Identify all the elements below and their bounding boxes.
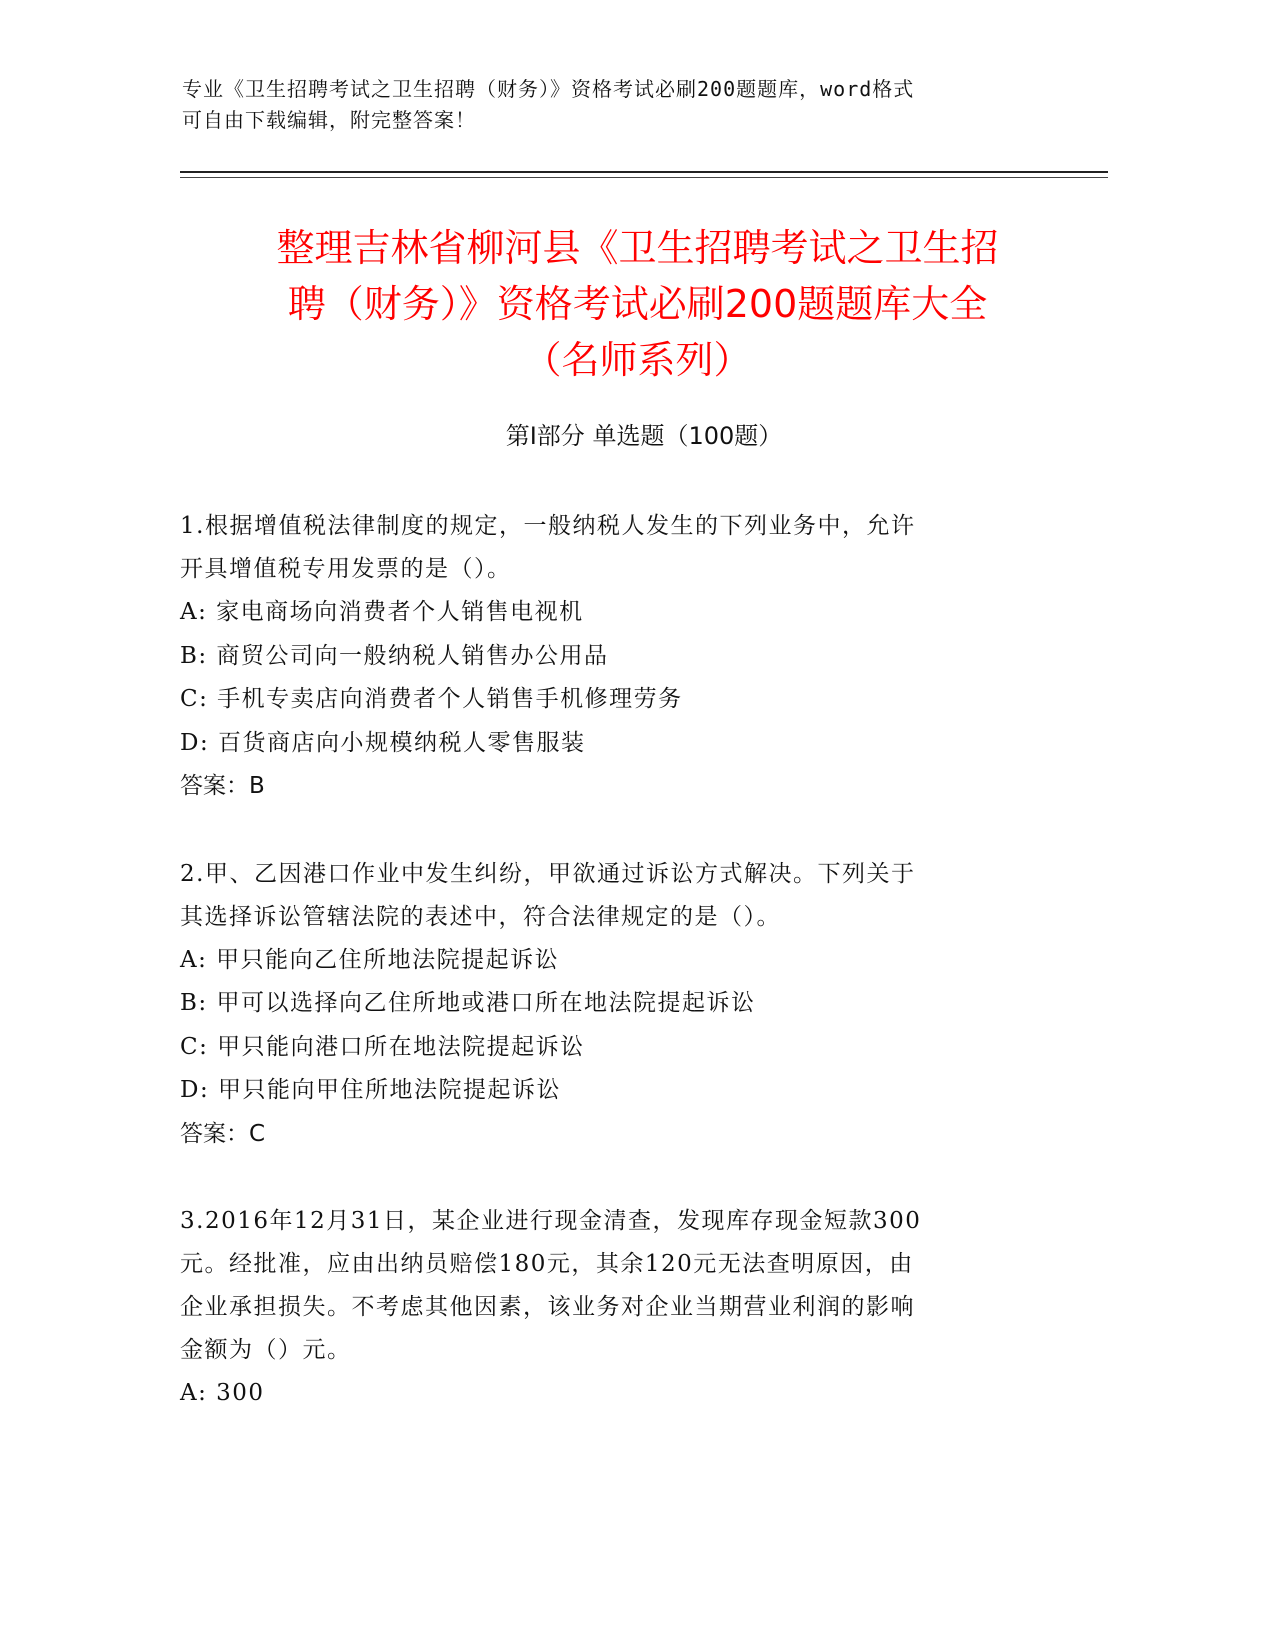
option-d: D: 百货商店向小规模纳税人零售服装 — [180, 729, 586, 756]
document-title — [170, 220, 1105, 388]
option-c: C: 手机专卖店向消费者个人销售手机修理劳务 — [180, 686, 683, 712]
question-stem: 企业承担损失。不考虑其他因素，该业务对企业当期营业利润的影响 — [180, 1294, 915, 1320]
question-stem: 3.2016年12月31日，某企业进行现金清查，发现库存现金短款300 — [180, 1208, 922, 1234]
header-divider-thin — [180, 177, 1108, 178]
title-line: 聘（财务）》资格考试必刷200题题库大全 — [287, 282, 988, 326]
question-stem: 开具增值税专用发票的是（）。 — [180, 556, 512, 582]
question-3 — [180, 1200, 1080, 1416]
title-line: （名师系列） — [523, 338, 752, 382]
header-note-line: 专业《卫生招聘考试之卫生招聘（财务）》资格考试必刷200题题库，word格式 — [182, 77, 915, 101]
question-list — [180, 505, 1080, 1460]
question-stem: 2.甲、乙因港口作业中发生纠纷，甲欲通过诉讼方式解决。下列关于 — [180, 860, 916, 887]
answer: 答案：B — [180, 773, 265, 799]
section-heading: 第Ⅰ部分 单选题（100题） — [505, 422, 783, 450]
question-2 — [180, 853, 1080, 1157]
question-stem: 其选择诉讼管辖法院的表述中，符合法律规定的是（）。 — [180, 903, 781, 930]
option-d: D: 甲只能向甲住所地法院提起诉讼 — [180, 1077, 562, 1103]
question-stem: 金额为（）元。 — [180, 1337, 352, 1363]
question-stem: 1.根据增值税法律制度的规定，一般纳税人发生的下列业务中，允许 — [180, 513, 916, 539]
title-line: 整理吉林省柳河县《卫生招聘考试之卫生招 — [276, 226, 999, 270]
question-stem: 元。经批准，应由出纳员赔偿180元，其余120元无法查明原因，由 — [180, 1251, 914, 1277]
option-a: A: 300 — [180, 1380, 265, 1406]
option-a: A: 甲只能向乙住所地法院提起诉讼 — [180, 946, 560, 973]
option-a: A: 家电商场向消费者个人销售电视机 — [180, 599, 584, 625]
header-note — [182, 74, 1082, 136]
option-b: B: 甲可以选择向乙住所地或港口所在地法院提起诉讼 — [180, 990, 756, 1016]
question-1 — [180, 505, 1080, 809]
option-b: B: 商贸公司向一般纳税人销售办公用品 — [180, 642, 609, 669]
option-c: C: 甲只能向港口所在地法院提起诉讼 — [180, 1033, 585, 1060]
header-divider-thick — [180, 171, 1108, 173]
answer: 答案：C — [180, 1120, 266, 1147]
header-note-line: 可自由下载编辑，附完整答案！ — [182, 108, 476, 132]
